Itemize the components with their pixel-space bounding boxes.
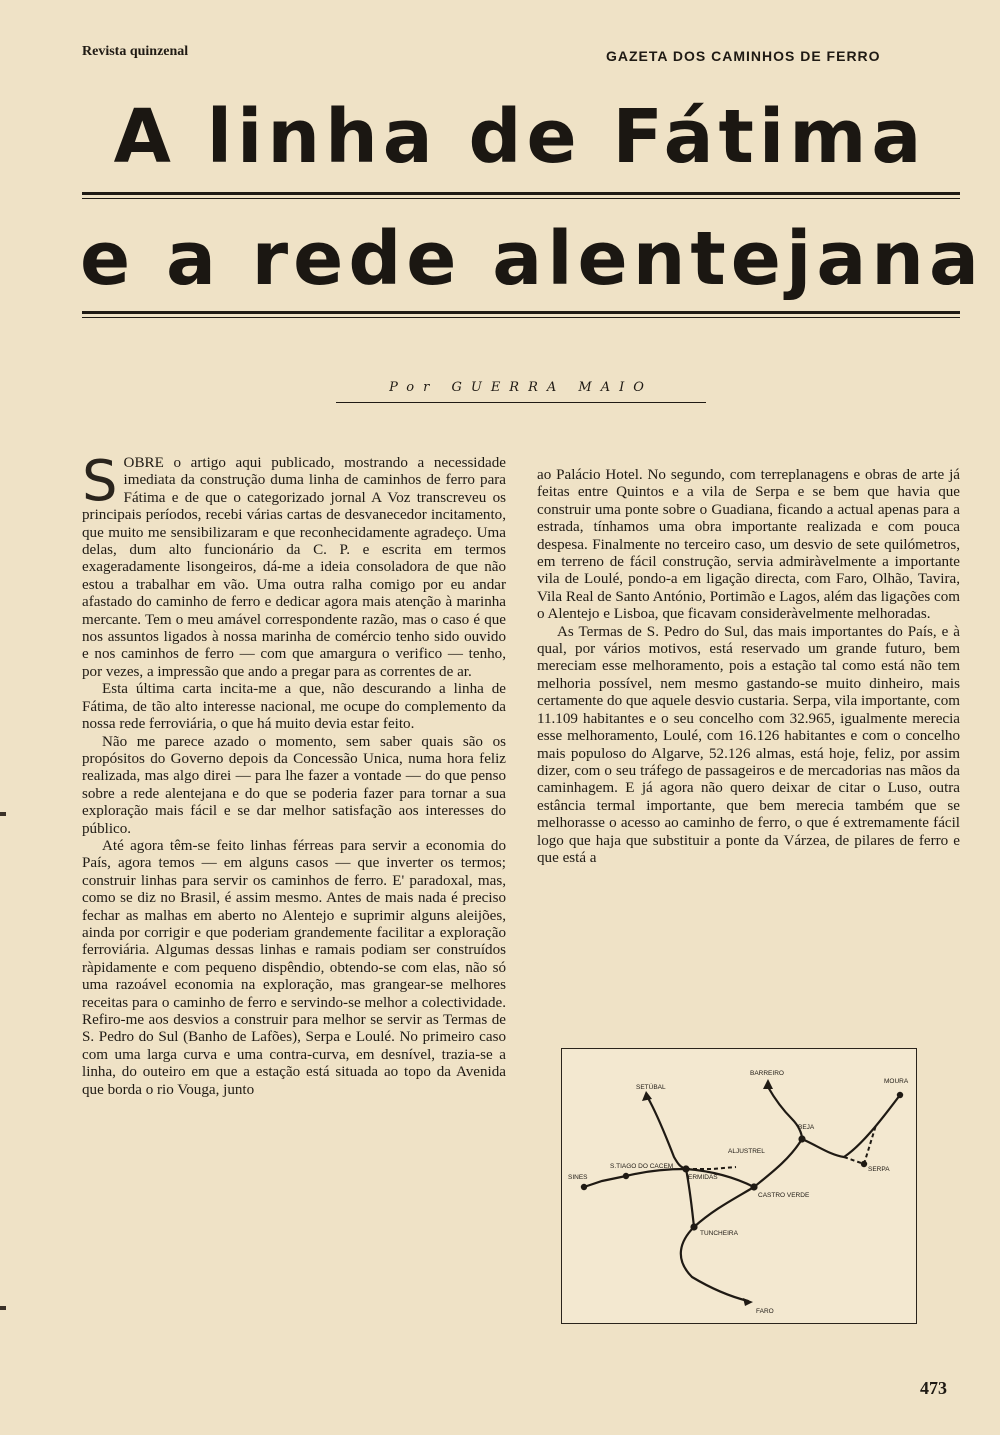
station-ermidas	[682, 1165, 689, 1172]
title-rule-thick-1	[82, 192, 960, 195]
paragraph-text: OBRE o artigo aqui publicado, mostrando a necessidade imediata da construção duma linha de caminhos de ferro para Fátima e de que o categorizado jornal A Voz transcreveu os principais períodos, recebi várias cartas de desvanecedor incitamento, que muito me sensibilizaram e que reconhecidamente agradeço. Uma delas, dum alto funcionário da C. P. e escrita em termos exageradamente lisongeiros, dá-me a ideia consoladora de que não estou a trabalhar em vão. Uma outra ralha comigo por eu andar afastado do caminho de ferro e dedicar agora mais atenção à marinha mercante. Tem o meu amável correspondente razão, mas o caso é que nos assuntos ligados à nossa marinha de comércio tenho sido ouvido e nos caminhos de ferro — com que amargura o verifico — tenho, por vezes, a impressão que ando a pregar para as correntes de ar.	[82, 455, 506, 680]
title-rule-thick-2	[82, 311, 960, 314]
line-castro-verde-tuncheira	[694, 1187, 754, 1227]
map-labels	[568, 1070, 909, 1315]
article-title-line-1: A linha de Fátima	[113, 94, 927, 180]
header-periodicity: Revista quinzenal	[82, 44, 189, 59]
map-label-faro: FARO	[756, 1308, 774, 1315]
map-label-aljustrel: ALJUSTREL	[728, 1148, 765, 1155]
article-column-2	[537, 467, 960, 867]
scan-edge-mark	[0, 1306, 6, 1310]
station-castro-verde	[750, 1183, 757, 1190]
map-label-moura: MOURA	[884, 1078, 909, 1085]
map-label-serpa: SERPA	[868, 1166, 890, 1173]
railway-map	[561, 1048, 917, 1324]
line-castro-verde-beja	[754, 1139, 802, 1187]
article-paragraph: As Termas de S. Pedro do Sul, das mais importantes do País, e à qual, por vários motivos, está reservado um grande futuro, bem mereciam esse melhoramento, pois a estação tal como está não tem melhoria possível, nem mesmo gastando-se muito dinheiro, mais certamente do que aquele desvio custaria. Serpa, vila importante, com 11.109 habitantes e o seu concelho com 32.965, igualmente merecia esse melhoramento, Loulé, com 16.126 habitantes e com o concelho mais populoso do Algarve, 52.126 almas, está hoje, feliz, por assim dizer, com o seu tráfego de passageiros e de mercadorias nas mãos da caminhagem. E já agora não quero deixar de citar o Luso, outra estância termal importante, que bem merecia também que se melhorasse o acesso ao caminho de ferro, o que é extremamente fácil logo que haja que substituir a ponte da Várzea, de pilares de ferro e que está a	[537, 623, 960, 866]
station-beja	[798, 1135, 805, 1142]
map-label-castro-verde: CASTRO VERDE	[758, 1192, 810, 1199]
article-byline: Por GUERRA MAIO	[389, 380, 653, 395]
article-paragraph: Não me parece azado o momento, sem saber quais são os propósitos do Governo depois da Concessão Unica, numa hora feliz realizada, mas algo direi — para lhe fazer a vontade — do que penso sobre a rede alentejana e do que se poderia fazer para tornar a sua exploração mais fácil e se dar melhor satisfação aos interesses do público.	[82, 733, 506, 837]
map-label-setubal: SETÚBAL	[636, 1084, 666, 1091]
station-tuncheira	[690, 1223, 697, 1230]
page-number: 473	[920, 1378, 947, 1398]
article-paragraph	[82, 449, 506, 681]
line-beja-moura	[802, 1095, 900, 1157]
arrow-barreiro-icon	[763, 1079, 773, 1089]
drop-cap: S	[82, 449, 118, 514]
station-moura	[897, 1092, 903, 1098]
railway-map-drawing	[562, 1049, 916, 1323]
map-label-barreiro: BARREIRO	[750, 1070, 784, 1077]
article-paragraph: Até agora têm-se feito linhas férreas para servir a economia do País, agora temos — em alguns casos — que inverter os termos; construir linhas para servir os caminhos de ferro. E' paradoxal, mas, como se diz no Brasil, é assim mesmo. Antes de mais nada é preciso fechar as malhas em aberto no Alentejo e suprimir alguns aleijões, ainda por corrigir e que poderiam grandemente facilitar a exploração ferroviária. Algumas dessas linhas e ramais podiam ser construídos ràpidamente e com pequeno dispêndio, obtendo-se com elas, não só uma razoável economia na exploração, mas grangear-se melhores receitas para o caminho de ferro e servindo-se melhor a colectividade. Refiro-me aos desvios a construir para melhor se servir as Termas de S. Pedro do Sul (Banho de Lafões), Serpa e Loulé. No primeiro caso com uma larga curva e uma contra-curva, em desnível, trazia-se a linha, do outeiro em que a estação está situada ao topo da Avenida que borda o rio Vouga, junto	[82, 837, 506, 1098]
map-label-santiago: S.TIAGO DO CACEM	[610, 1163, 674, 1170]
station-sines	[581, 1184, 587, 1190]
arrow-setubal-icon	[642, 1091, 652, 1101]
byline-underline	[336, 402, 706, 403]
line-tuncheira-faro	[681, 1227, 748, 1301]
station-markers	[581, 1079, 903, 1306]
arrow-faro-icon	[743, 1298, 753, 1306]
article-column-1	[82, 449, 506, 1099]
map-label-sines: SINES	[568, 1174, 588, 1181]
line-setubal-ermidas	[648, 1098, 686, 1169]
scan-edge-mark	[0, 812, 6, 816]
railway-lines-planned	[686, 1125, 876, 1169]
railway-lines	[584, 1087, 900, 1301]
line-serpa-moura-planned	[864, 1125, 876, 1164]
article-title-line-2: e a rede alentejana	[80, 216, 984, 302]
title-rule-thin-2	[82, 317, 960, 318]
station-serpa	[861, 1161, 867, 1167]
title-rule-thin-1	[82, 198, 960, 199]
station-santiago	[623, 1173, 629, 1179]
header-publication-name: GAZETA DOS CAMINHOS DE FERRO	[606, 48, 881, 64]
article-paragraph: Esta última carta incita-me a que, não descurando a linha de Fátima, de tão alto interesse nacional, me ocupe do complemento da nossa rede ferroviária, o que há muito devia estar feito.	[82, 681, 506, 733]
map-label-tuncheira: TUNCHEIRA	[700, 1230, 738, 1237]
line-sines-ermidas	[584, 1169, 686, 1187]
article-paragraph: ao Palácio Hotel. No segundo, com terreplanagens e obras de arte já feitas entre Quintos e a vila de Serpa e se bem que havia que construir uma ponte sobre o Guadiana, ficando a actual apenas para a estrada, tínhamos uma obra importante realizada e com pouca despesa. Finalmente no terceiro caso, um desvio de sete quilómetros, em terreno de fácil construção, servia admiràvelmente a importante vila de Loulé, pondo-a em ligação directa, com Faro, Olhão, Tavira, Vila Real de Santo António, Portimão e Lagos, além das ligações com o Alentejo e Lisboa, que ficavam consideràvelmente melhoradas.	[537, 467, 960, 623]
line-ermidas-aljustrel-planned	[686, 1167, 736, 1169]
line-barreiro-beja	[768, 1087, 802, 1139]
map-label-beja: BEJA	[798, 1124, 815, 1131]
map-label-ermidas: ERMIDAS	[688, 1174, 718, 1181]
